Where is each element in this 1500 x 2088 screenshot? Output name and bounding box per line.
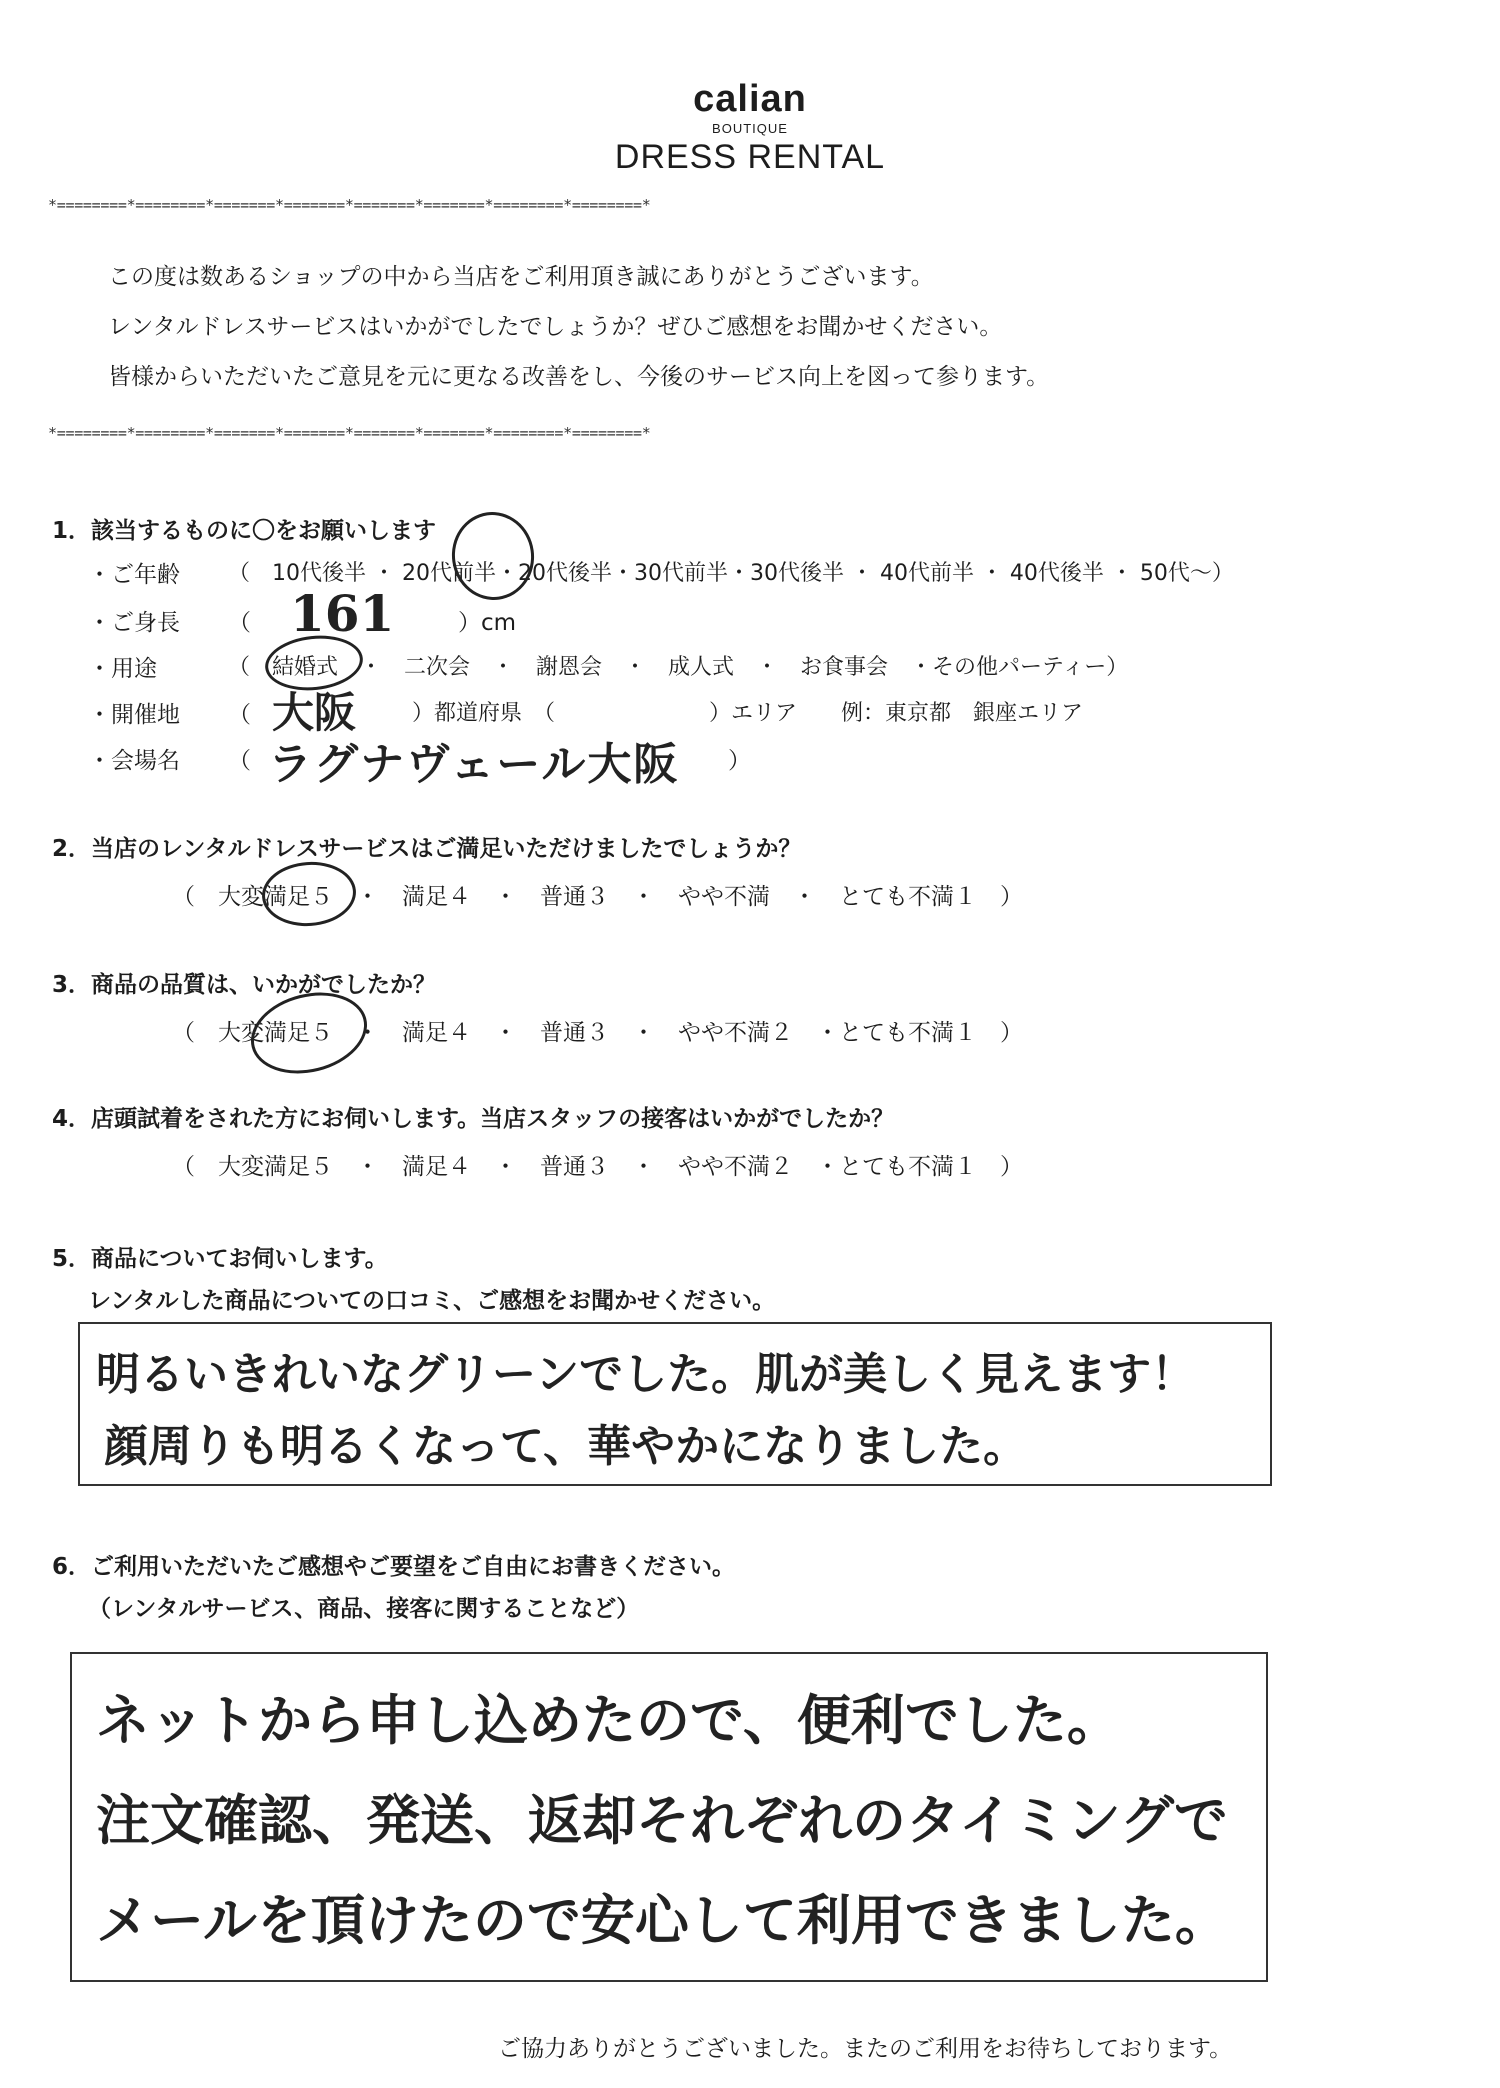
venue-area-open-paren: （ [228,702,251,728]
divider-bottom: *========*========*=======*=======*=======*=======*========*========* [48,424,651,442]
q5-answer-line-1: 明るいきれいなグリーンでした。肌が美しく見えます！ [96,1349,1196,1400]
venue-name-label: ・会場名 [88,748,180,774]
brand-boutique: BOUTIQUE [712,121,788,136]
divider-top: *========*========*=======*=======*=======*=======*========*========* [48,196,651,214]
venue-name-open-paren: （ [228,748,251,774]
intro-line-2: レンタルドレスサービスはいかがでしたでしょうか？ぜひご感想をお聞かせください。 [108,314,1003,340]
q3-title: 3．商品の品質は、いかがでしたか？ [52,972,437,998]
venue-area-label: ・開催地 [88,702,180,728]
q1-title: 1．該当するものに〇をお願いします [52,518,437,544]
height-unit: ）cm [458,610,517,636]
venue-area-rest: ）都道府県 （ ）エリア 例：東京都 銀座エリア [412,701,1084,726]
q6-subtitle: （レンタルサービス、商品、接客に関することなど） [88,1596,640,1622]
q4-title: 4．店頭試着をされた方にお伺いします。当店スタッフの接客はいかがでしたか？ [52,1106,895,1132]
venue-name-handwritten: ラグナヴェール大阪 [268,739,680,790]
purpose-options: （ 結婚式 ・ 二次会 ・ 謝恩会 ・ 成人式 ・ お食事会 ・その他パーティー） [228,655,1129,680]
q2-selection-circle [260,859,358,929]
q6-title: 6．ご利用いただいたご感想やご要望をご自由にお書きください。 [52,1554,736,1580]
q5-title: 5．商品についてお伺いします。 [52,1246,388,1272]
purpose-label: ・用途 [88,656,157,682]
footer-thanks: ご協力ありがとうございました。またのご利用をお待ちしております。 [498,2036,1233,2062]
age-selection-circle [446,507,539,606]
venue-name-close-paren: ） [728,748,751,774]
intro-line-1: この度は数あるショップの中から当店をご利用頂き誠にありがとうございます。 [108,264,934,290]
q3-options: （ 大変満足５ ・ 満足４ ・ 普通３ ・ やや不満２ ・とても不満１ ） [172,1020,1023,1046]
q6-answer-line-1: ネットから申し込めたので、便利でした。 [96,1688,1121,1752]
q4-options: （ 大変満足５ ・ 満足４ ・ 普通３ ・ やや不満２ ・とても不満１ ） [172,1154,1023,1180]
height-open-paren: （ [228,610,251,636]
height-label: ・ご身長 [88,610,180,636]
age-label: ・ご年齢 [88,562,180,588]
q2-options: （ 大変満足５ ・ 満足４ ・ 普通３ ・ やや不満 ・ とても不満１ ） [172,884,1023,910]
q5-subtitle: レンタルした商品についての口コミ、ご感想をお聞かせください。 [88,1288,776,1314]
venue-area-handwritten: 大阪 [272,688,357,737]
height-value-handwritten: 161 [290,584,395,643]
form-title: DRESS RENTAL [614,138,886,176]
age-options: （ 10代後半 ・ 20代前半・20代後半・30代前半・30代後半 ・ 40代前半 ・ 40代後半 ・ 50代～） [228,561,1234,586]
q6-answer-line-2: 注文確認、発送、返却それぞれのタイミングで [96,1788,1228,1852]
q5-answer-line-2: 顔周りも明るくなって、華やかになりました。 [104,1421,1028,1472]
brand-logo: calian [693,78,807,120]
q6-answer-line-3: メールを頂けたので安心して利用できました。 [96,1888,1229,1952]
q2-title: 2．当店のレンタルドレスサービスはご満足いただけましたでしょうか？ [52,836,802,862]
intro-line-3: 皆様からいただいたご意見を元に更なる改善をし、今後のサービス向上を図って参ります。 [108,364,1050,390]
